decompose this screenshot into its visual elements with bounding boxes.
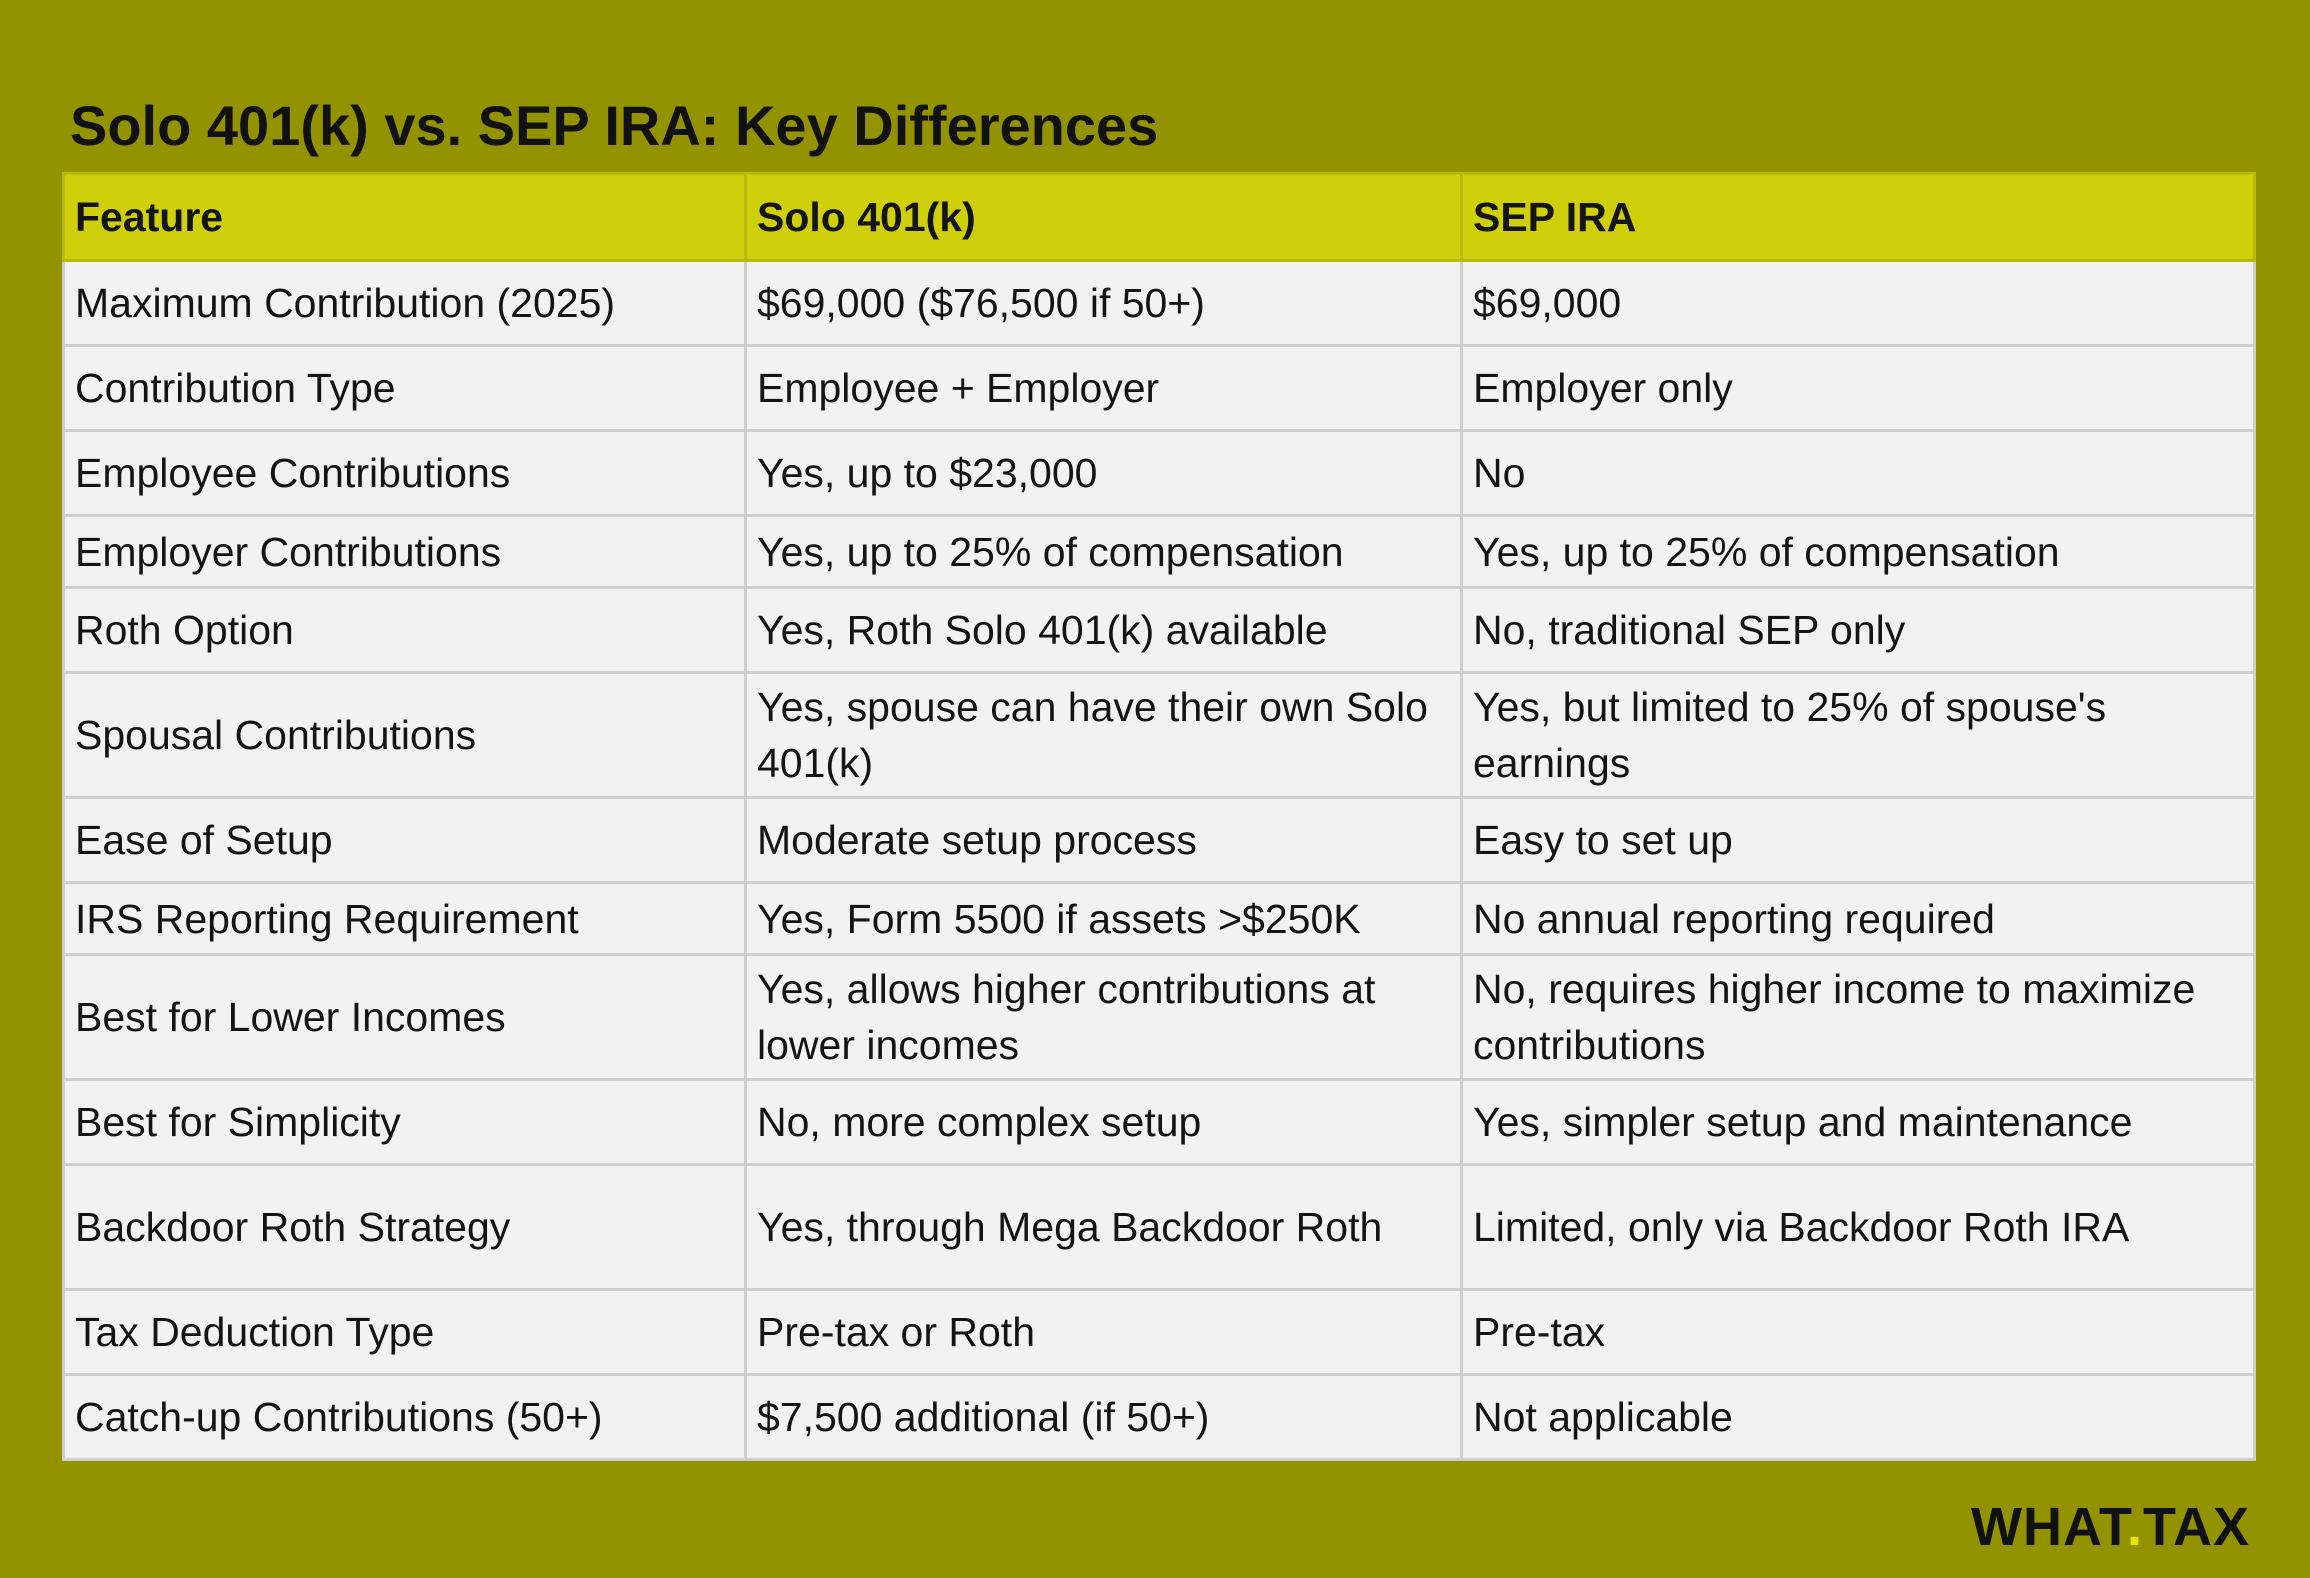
solo-401k-cell: Employee + Employer <box>746 346 1462 431</box>
sep-ira-cell: No, requires higher income to maximize contributions <box>1462 955 2255 1080</box>
feature-cell: Employee Contributions <box>64 431 746 516</box>
header-sep-ira: SEP IRA <box>1462 174 2255 261</box>
table-row <box>64 798 2255 883</box>
feature-cell: Catch-up Contributions (50+) <box>64 1375 746 1460</box>
sep-ira-cell: Limited, only via Backdoor Roth IRA <box>1462 1165 2255 1290</box>
solo-401k-cell: Yes, allows higher contributions at lower incomes <box>746 955 1462 1080</box>
feature-cell: Contribution Type <box>64 346 746 431</box>
solo-401k-cell: Yes, up to 25% of compensation <box>746 516 1462 588</box>
solo-401k-cell: No, more complex setup <box>746 1080 1462 1165</box>
table-row <box>64 883 2255 955</box>
brand-logo <box>1971 1497 2250 1557</box>
table-row <box>64 516 2255 588</box>
feature-cell: Roth Option <box>64 588 746 673</box>
sep-ira-cell: Yes, simpler setup and maintenance <box>1462 1080 2255 1165</box>
solo-401k-cell: Yes, through Mega Backdoor Roth <box>746 1165 1462 1290</box>
feature-cell: Spousal Contributions <box>64 673 746 798</box>
solo-401k-cell: Yes, Form 5500 if assets >$250K <box>746 883 1462 955</box>
feature-cell: Tax Deduction Type <box>64 1290 746 1375</box>
feature-cell: Employer Contributions <box>64 516 746 588</box>
page-title <box>70 92 1158 159</box>
table-row <box>64 673 2255 798</box>
solo-401k-cell: $7,500 additional (if 50+) <box>746 1375 1462 1460</box>
title-bold: Key Differences <box>734 93 1159 157</box>
brand-part-what: WHAT <box>1971 1497 2127 1557</box>
table-row <box>64 261 2255 346</box>
table-row <box>64 1290 2255 1375</box>
comparison-table <box>62 172 2256 1461</box>
sep-ira-cell: No annual reporting required <box>1462 883 2255 955</box>
header-solo-401k: Solo 401(k) <box>746 174 1462 261</box>
table-header-row <box>64 174 2255 261</box>
solo-401k-cell: Moderate setup process <box>746 798 1462 883</box>
sep-ira-cell: $69,000 <box>1462 261 2255 346</box>
title-regular: Solo 401(k) vs. SEP IRA: <box>70 93 735 157</box>
feature-cell: IRS Reporting Requirement <box>64 883 746 955</box>
feature-cell: Best for Simplicity <box>64 1080 746 1165</box>
solo-401k-cell: Yes, Roth Solo 401(k) available <box>746 588 1462 673</box>
sep-ira-cell: Yes, up to 25% of compensation <box>1462 516 2255 588</box>
sep-ira-cell: Employer only <box>1462 346 2255 431</box>
table-row <box>64 431 2255 516</box>
feature-cell: Backdoor Roth Strategy <box>64 1165 746 1290</box>
table-row <box>64 955 2255 1080</box>
solo-401k-cell: Pre-tax or Roth <box>746 1290 1462 1375</box>
solo-401k-cell: Yes, up to $23,000 <box>746 431 1462 516</box>
sep-ira-cell: Yes, but limited to 25% of spouse's earnings <box>1462 673 2255 798</box>
table-row <box>64 1080 2255 1165</box>
sep-ira-cell: No, traditional SEP only <box>1462 588 2255 673</box>
table-row <box>64 1165 2255 1290</box>
header-feature: Feature <box>64 174 746 261</box>
brand-dot: . <box>2126 1497 2143 1557</box>
table-row <box>64 346 2255 431</box>
feature-cell: Maximum Contribution (2025) <box>64 261 746 346</box>
feature-cell: Best for Lower Incomes <box>64 955 746 1080</box>
feature-cell: Ease of Setup <box>64 798 746 883</box>
sep-ira-cell: Not applicable <box>1462 1375 2255 1460</box>
solo-401k-cell: Yes, spouse can have their own Solo 401(k) <box>746 673 1462 798</box>
table-row <box>64 1375 2255 1460</box>
sep-ira-cell: Pre-tax <box>1462 1290 2255 1375</box>
brand-part-tax: TAX <box>2143 1497 2250 1557</box>
sep-ira-cell: Easy to set up <box>1462 798 2255 883</box>
solo-401k-cell: $69,000 ($76,500 if 50+) <box>746 261 1462 346</box>
table-row <box>64 588 2255 673</box>
sep-ira-cell: No <box>1462 431 2255 516</box>
